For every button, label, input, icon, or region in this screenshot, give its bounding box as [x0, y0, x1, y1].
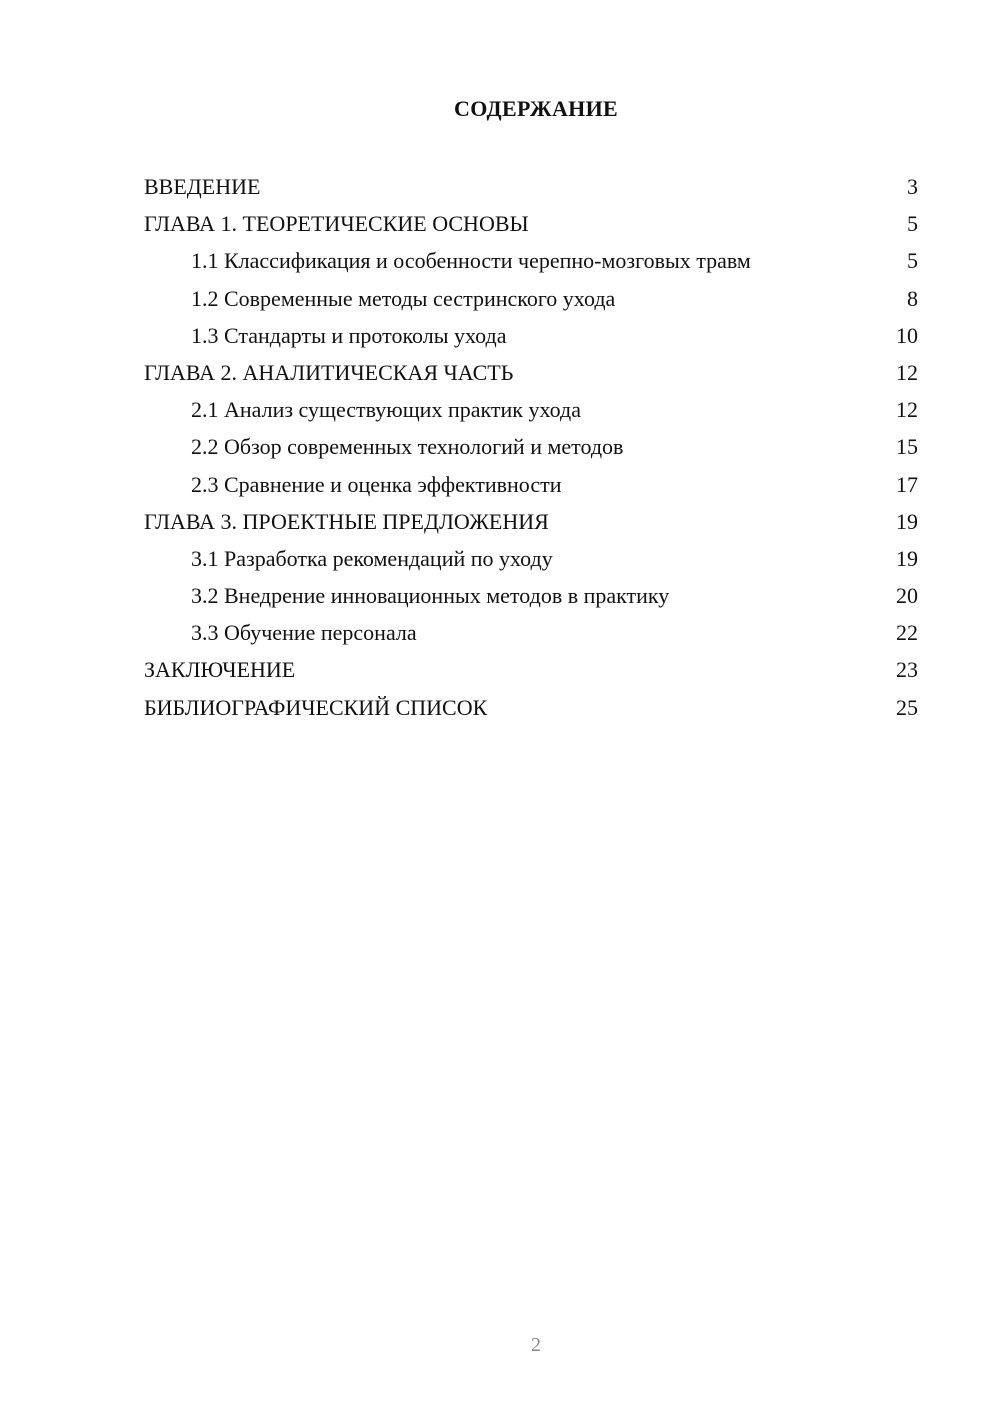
toc-entry-title: 2.2 Обзор современных технологий и методов	[191, 434, 624, 460]
toc-entry-page: 23	[896, 657, 918, 683]
toc-entry-bibliography[interactable]	[144, 689, 918, 726]
toc-entry-section-2-3[interactable]	[144, 466, 918, 503]
toc-entry-title: ЗАКЛЮЧЕНИЕ	[144, 657, 296, 683]
toc-entry-page: 19	[896, 508, 918, 534]
toc-entry-page: 12	[896, 397, 918, 423]
page-number: 2	[531, 1334, 541, 1356]
toc-entry-chapter-3[interactable]	[144, 503, 918, 540]
toc-entry-title: ВВЕДЕНИЕ	[144, 174, 261, 199]
toc-entry-conclusion[interactable]	[144, 651, 918, 688]
toc-entry-section-3-1[interactable]	[144, 540, 918, 577]
toc-entry-page: 25	[896, 694, 918, 720]
toc-entry-section-3-3[interactable]	[144, 614, 918, 651]
toc-entry-title: 2.1 Анализ существующих практик ухода	[191, 397, 581, 423]
toc-entry-chapter-2[interactable]	[144, 354, 918, 391]
toc-entry-page: 12	[896, 359, 918, 385]
toc-entry-page: 15	[896, 434, 918, 460]
toc-entry-title: ГЛАВА 3. ПРОЕКТНЫЕ ПРЕДЛОЖЕНИЯ	[144, 508, 549, 534]
toc-entry-title: 3.3 Обучение персонала	[191, 620, 417, 646]
toc-entry-title: 3.1 Разработка рекомендаций по уходу	[191, 545, 553, 571]
toc-entry-title: 1.3 Стандарты и протоколы ухода	[191, 322, 507, 348]
toc-entry-page: 20	[896, 583, 918, 609]
toc-entry-page: 5	[907, 211, 918, 237]
toc-entry-section-1-2[interactable]	[144, 280, 918, 317]
toc-entry-page: 5	[907, 248, 918, 274]
toc-entry-title: 1.2 Современные методы сестринского ухода	[191, 285, 616, 311]
toc-entry-introduction[interactable]	[144, 168, 918, 205]
toc-entry-section-1-3[interactable]	[144, 317, 918, 354]
toc-entry-page: 17	[896, 471, 918, 497]
toc-entry-page: 19	[896, 545, 918, 571]
toc-entry-page: 22	[896, 620, 918, 646]
toc-entry-section-2-1[interactable]	[144, 391, 918, 428]
toc-entry-section-3-2[interactable]	[144, 577, 918, 614]
toc-entry-page: 10	[896, 322, 918, 348]
table-of-contents	[144, 168, 918, 726]
toc-entry-page: 3	[907, 174, 918, 199]
toc-entry-title: ГЛАВА 2. АНАЛИТИЧЕСКАЯ ЧАСТЬ	[144, 359, 514, 385]
page-title: СОДЕРЖАНИЕ	[454, 96, 618, 121]
toc-entry-title: БИБЛИОГРАФИЧЕСКИЙ СПИСОК	[144, 694, 488, 720]
toc-entry-section-1-1[interactable]	[144, 242, 918, 279]
toc-entry-title: 3.2 Внедрение инновационных методов в практику	[191, 583, 670, 609]
toc-entry-title: ГЛАВА 1. ТЕОРЕТИЧЕСКИЕ ОСНОВЫ	[144, 211, 529, 237]
toc-entry-section-2-2[interactable]	[144, 428, 918, 465]
toc-entry-title: 1.1 Классификация и особенности черепно-мозговых травм	[191, 248, 751, 274]
toc-entry-page: 8	[907, 285, 918, 311]
toc-entry-chapter-1[interactable]	[144, 205, 918, 242]
toc-entry-title: 2.3 Сравнение и оценка эффективности	[191, 471, 562, 497]
